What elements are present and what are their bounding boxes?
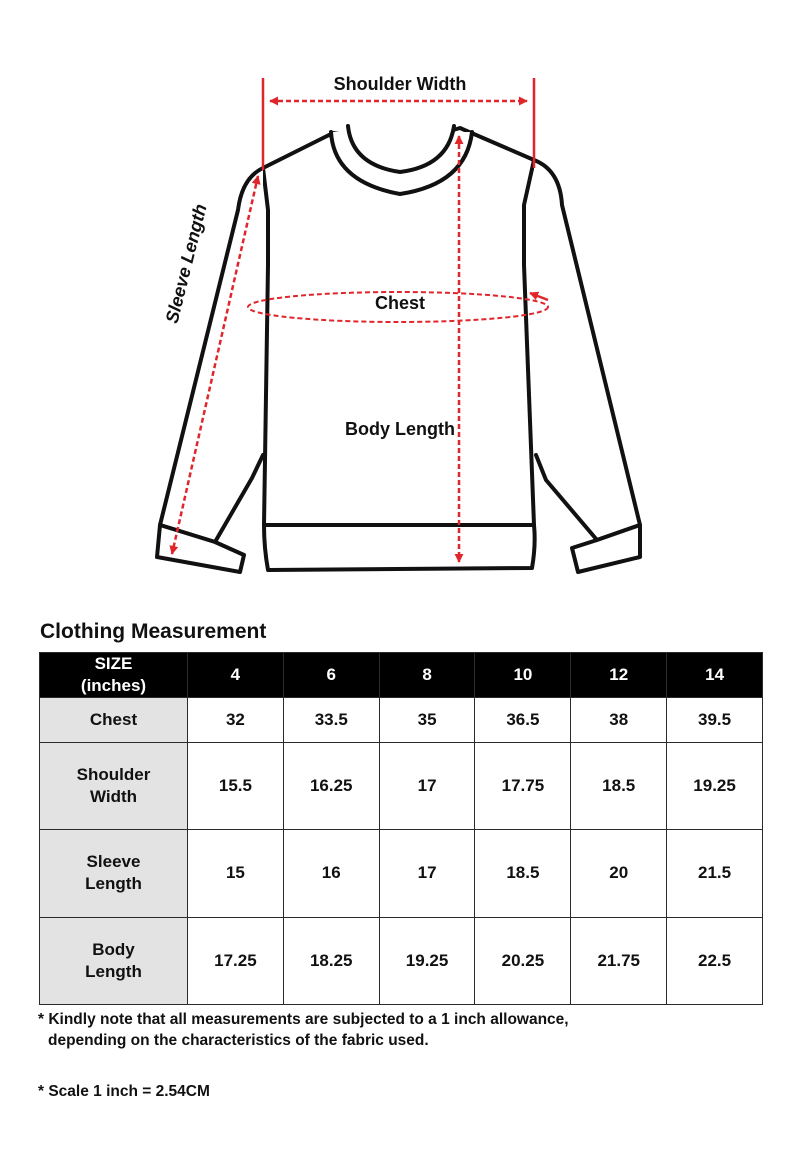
scale-note: * Scale 1 inch = 2.54CM (38, 1083, 210, 1100)
table-cell: 36.5 (475, 698, 571, 743)
table-cell: 21.75 (571, 917, 667, 1004)
size-header-cell: 6 (283, 653, 379, 698)
section-title: Clothing Measurement (40, 620, 267, 643)
size-header-row (40, 653, 763, 698)
table-cell: 39.5 (667, 698, 763, 743)
size-header-cell: 4 (188, 653, 284, 698)
note-line-1: * Kindly note that all measurements are subjected to a 1 inch allowance, (38, 1011, 569, 1028)
size-header-cell: 14 (667, 653, 763, 698)
table-cell: 22.5 (667, 917, 763, 1004)
table-cell: 33.5 (283, 698, 379, 743)
table-cell: 17.75 (475, 742, 571, 829)
size-header-label: SIZE (inches) (40, 653, 188, 698)
table-cell: 18.5 (571, 742, 667, 829)
size-chart-table (39, 652, 763, 1005)
table-cell: 15.5 (188, 742, 284, 829)
table-cell: 17.25 (188, 917, 284, 1004)
size-header-cell: 8 (379, 653, 475, 698)
body-length-label: Body Length (345, 419, 455, 439)
size-header-cell: 10 (475, 653, 571, 698)
table-cell: 16.25 (283, 742, 379, 829)
table-cell: 18.25 (283, 917, 379, 1004)
table-cell: 32 (188, 698, 284, 743)
table-row (40, 917, 763, 1004)
table-cell: 17 (379, 830, 475, 917)
table-row (40, 742, 763, 829)
table-cell: 19.25 (379, 917, 475, 1004)
table-cell: 38 (571, 698, 667, 743)
table-cell: 17 (379, 742, 475, 829)
table-row (40, 830, 763, 917)
table-cell: 20.25 (475, 917, 571, 1004)
note-line-2: depending on the characteristics of the fabric used. (48, 1032, 429, 1049)
table-cell: 16 (283, 830, 379, 917)
size-header-cell: 12 (571, 653, 667, 698)
table-cell: 18.5 (475, 830, 571, 917)
row-label-chest: Chest (40, 698, 188, 743)
sweatshirt-outline-icon (157, 126, 640, 572)
table-cell: 19.25 (667, 742, 763, 829)
table-cell: 21.5 (667, 830, 763, 917)
row-label-sleeve-length: Sleeve Length (40, 830, 188, 917)
table-row (40, 698, 763, 743)
table-cell: 20 (571, 830, 667, 917)
row-label-shoulder-width: Shoulder Width (40, 742, 188, 829)
chest-label: Chest (374, 293, 426, 313)
shoulder-width-label: Shoulder Width (333, 74, 467, 94)
table-cell: 15 (188, 830, 284, 917)
row-label-body-length: Body Length (40, 917, 188, 1004)
allowance-note (38, 1009, 569, 1051)
sleeve-length-label: Sleeve Length (161, 201, 211, 326)
table-cell: 35 (379, 698, 475, 743)
